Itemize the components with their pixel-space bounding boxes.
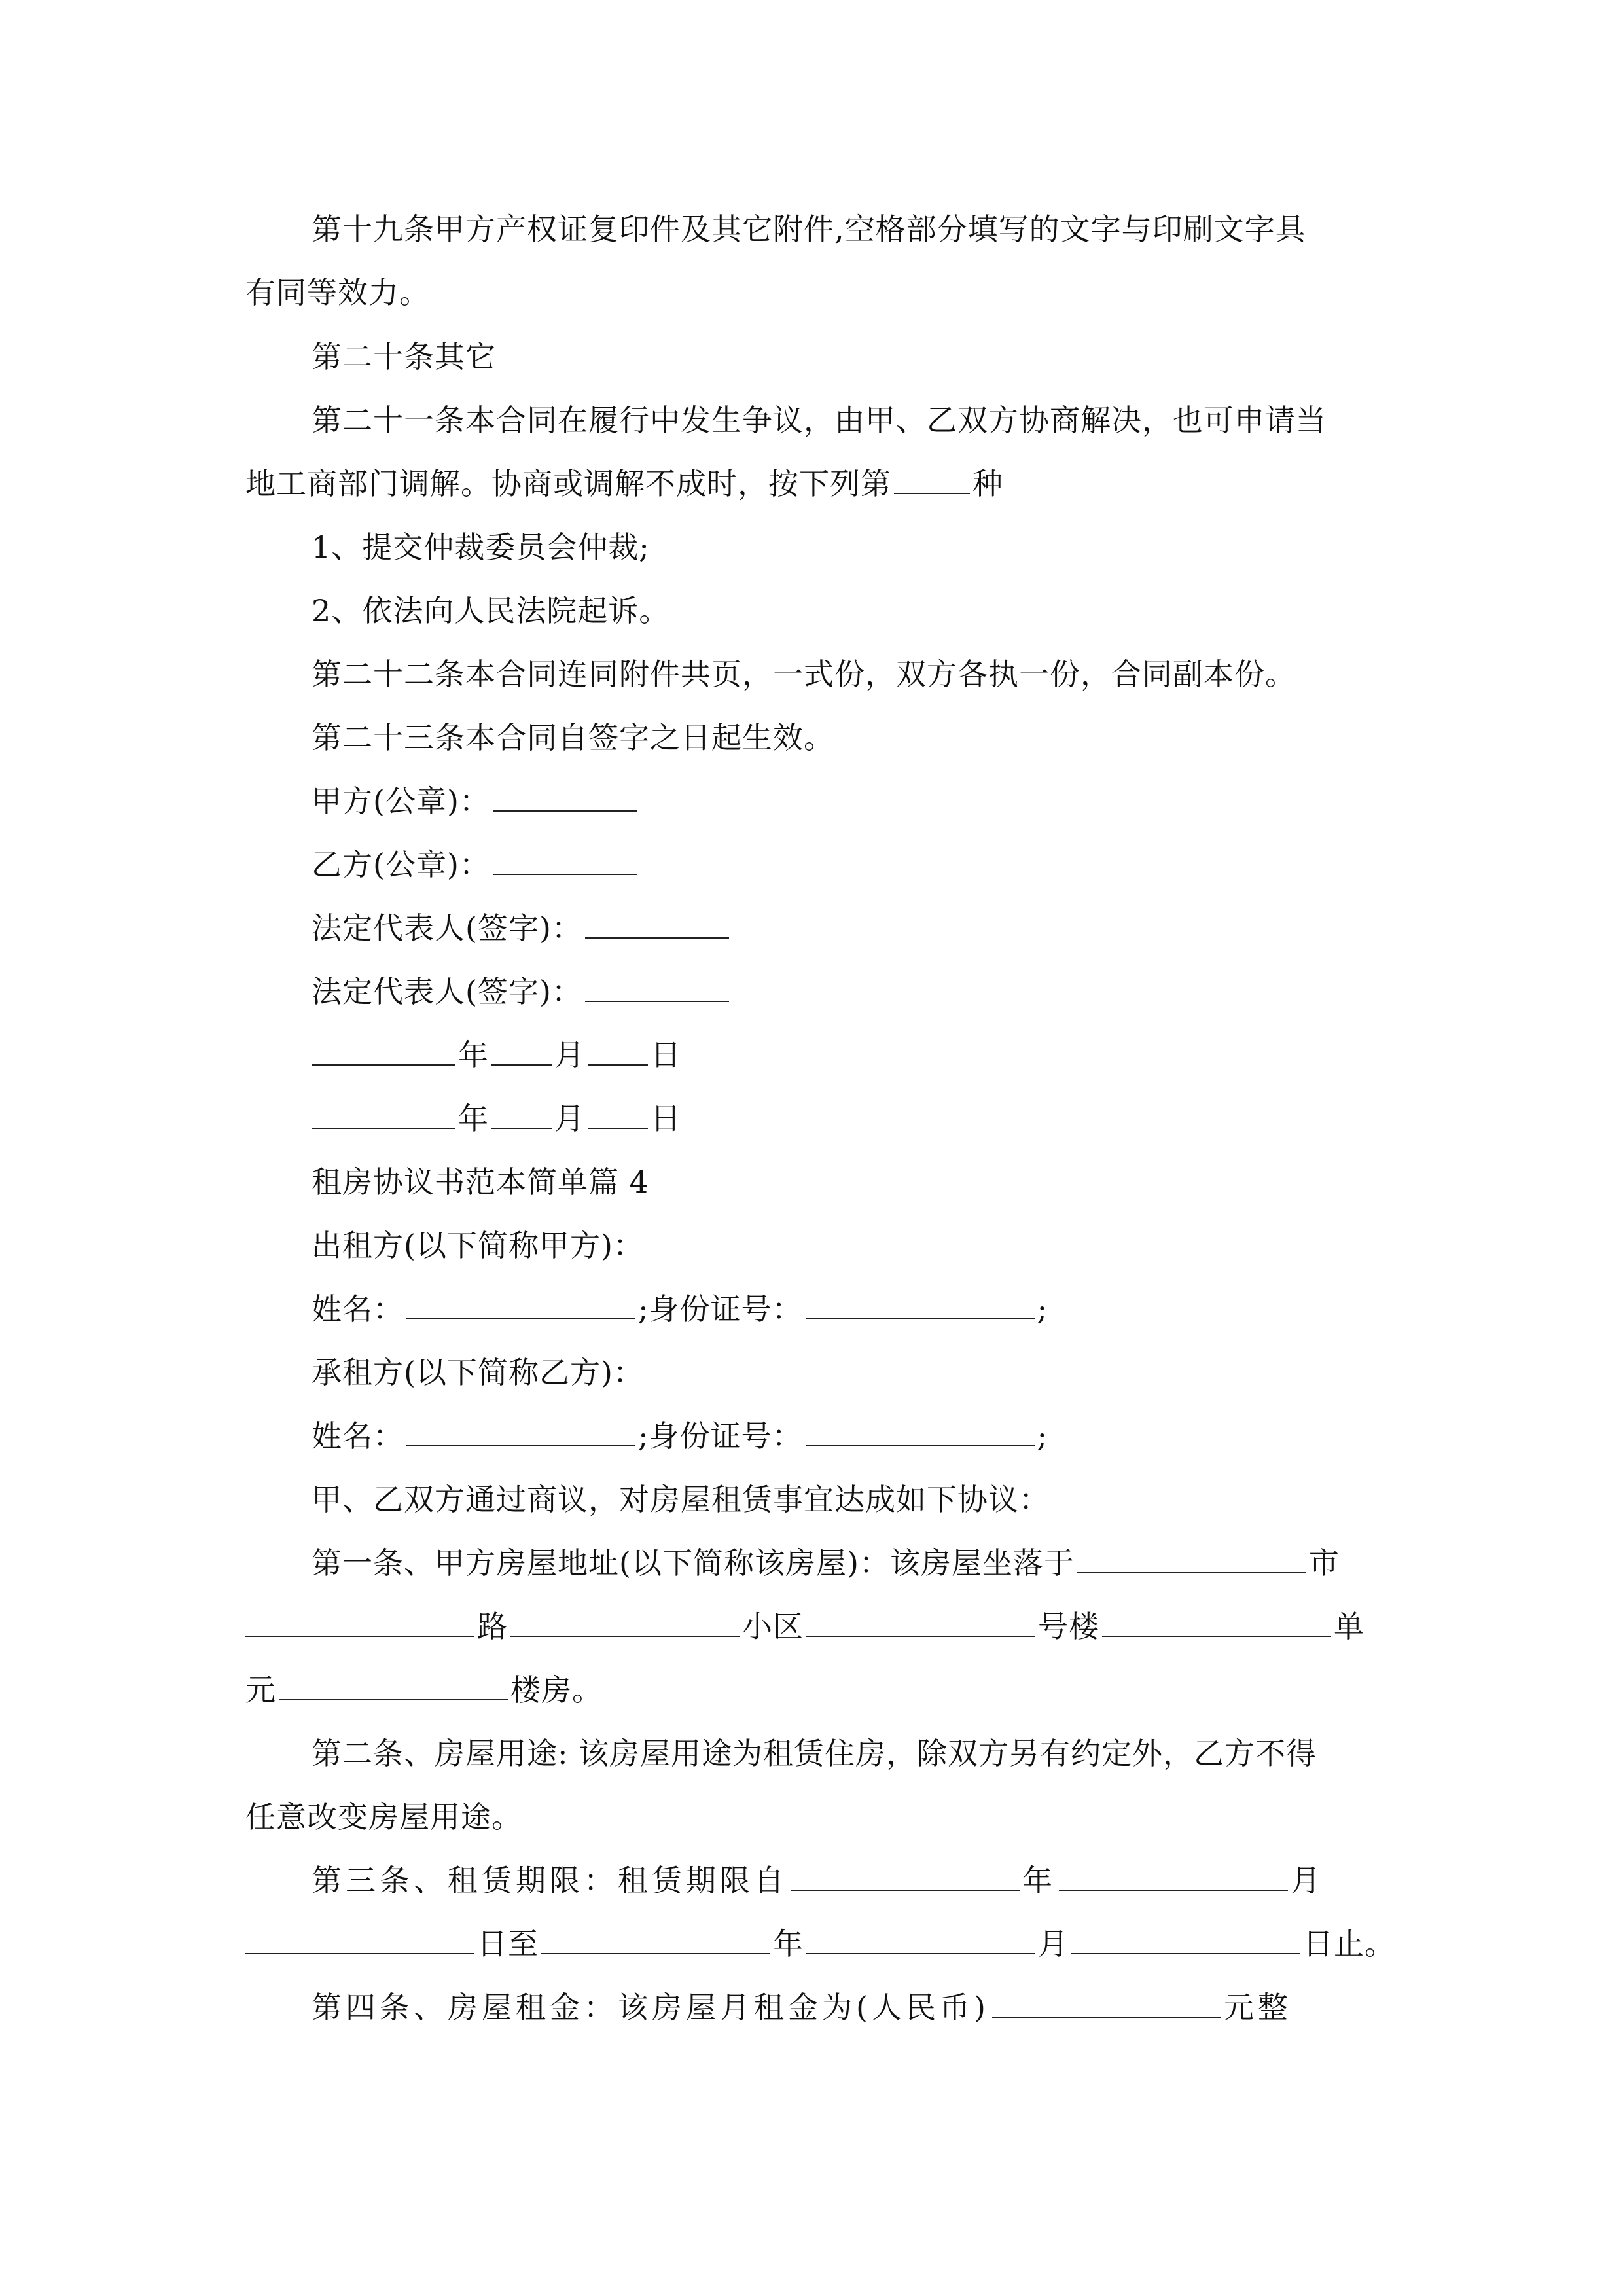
- blank-field[interactable]: [493, 781, 637, 812]
- lessee-heading: 承租方(以下简称乙方)：: [312, 1355, 644, 1390]
- lessor-info: 姓名： ;身份证号： ;: [312, 1289, 1048, 1329]
- blank-field[interactable]: [245, 1924, 474, 1954]
- article-3-line-2: 日至 年 月 日止。: [245, 1924, 1395, 1964]
- blank-field[interactable]: [312, 1099, 455, 1129]
- blank-field[interactable]: [541, 1924, 770, 1954]
- blank-field[interactable]: [406, 1416, 635, 1446]
- blank-field[interactable]: [491, 1099, 552, 1129]
- date-line-2: 年 月 日: [312, 1099, 681, 1138]
- blank-field[interactable]: [1059, 1861, 1288, 1891]
- blank-field[interactable]: [1071, 1924, 1300, 1954]
- legal-rep-sign-2: 法定代表人(签字)：: [312, 972, 732, 1011]
- article-1-line-2: 路 小区 号楼 单: [245, 1607, 1364, 1646]
- party-a-seal: 甲方(公章)：: [312, 781, 639, 821]
- agreement-intro: 甲、乙双方通过商议，对房屋租赁事宜达成如下协议：: [312, 1482, 1050, 1517]
- clause-22: 第二十二条本合同连同附件共页，一式份，双方各执一份，合同副本份。: [312, 656, 1296, 692]
- clause-21-line-1: 第二十一条本合同在履行中发生争议，由甲、乙双方协商解决，也可申请当: [312, 403, 1327, 438]
- blank-field[interactable]: [791, 1861, 1020, 1891]
- blank-field[interactable]: [493, 845, 637, 875]
- blank-field[interactable]: [312, 1035, 455, 1066]
- blank-field[interactable]: [585, 972, 729, 1002]
- blank-field[interactable]: [1077, 1543, 1306, 1573]
- blank-field[interactable]: [806, 1416, 1035, 1446]
- blank-field[interactable]: [510, 1607, 740, 1637]
- clause-21-line-2: 地工商部门调解。协商或调解不成时，按下列第 种: [245, 464, 1003, 503]
- article-1-line-1: 第一条、甲方房屋地址(以下简称该房屋)：该房屋坐落于 市: [312, 1543, 1340, 1583]
- option-2: 2、依法向人民法院起诉。: [312, 593, 670, 628]
- blank-field[interactable]: [245, 1607, 474, 1637]
- article-4-line-1: 第四条、房屋租金：该房屋月租金为(人民币) 元整: [312, 1988, 1292, 2027]
- party-b-seal: 乙方(公章)：: [312, 845, 639, 884]
- option-1: 1、提交仲裁委员会仲裁;: [312, 529, 650, 565]
- clause-20: 第二十条其它: [312, 339, 496, 374]
- article-2-line-1: 第二条、房屋用途: 该房屋用途为租赁住房，除双方另有约定外，乙方不得: [312, 1736, 1317, 1771]
- blank-field[interactable]: [992, 1988, 1221, 2018]
- clause-23: 第二十三条本合同自签字之日起生效。: [312, 720, 834, 755]
- blank-field[interactable]: [588, 1035, 648, 1066]
- blank-field[interactable]: [491, 1035, 552, 1066]
- blank-field[interactable]: [806, 1289, 1035, 1319]
- section-title: 租房协议书范本简单篇 4: [312, 1164, 649, 1200]
- article-1-line-3: 元 楼房。: [245, 1670, 603, 1710]
- blank-field[interactable]: [806, 1924, 1035, 1954]
- clause-19-line-2: 有同等效力。: [245, 275, 430, 310]
- blank-field[interactable]: [406, 1289, 635, 1319]
- article-2-line-2: 任意改变房屋用途。: [245, 1799, 522, 1835]
- article-3-line-1: 第三条、租赁期限：租赁期限自 年 月: [312, 1861, 1325, 1900]
- blank-field[interactable]: [894, 464, 970, 494]
- blank-field[interactable]: [585, 908, 729, 939]
- date-line-1: 年 月 日: [312, 1035, 681, 1075]
- lessee-info: 姓名： ;身份证号： ;: [312, 1416, 1048, 1456]
- blank-field[interactable]: [1102, 1607, 1331, 1637]
- blank-field[interactable]: [806, 1607, 1035, 1637]
- blank-field[interactable]: [588, 1099, 648, 1129]
- blank-field[interactable]: [279, 1670, 508, 1700]
- legal-rep-sign-1: 法定代表人(签字)：: [312, 908, 732, 948]
- lessor-heading: 出租方(以下简称甲方)：: [312, 1228, 644, 1263]
- clause-19-line-1: 第十九条甲方产权证复印件及其它附件,空格部分填写的文字与印刷文字具: [312, 211, 1306, 247]
